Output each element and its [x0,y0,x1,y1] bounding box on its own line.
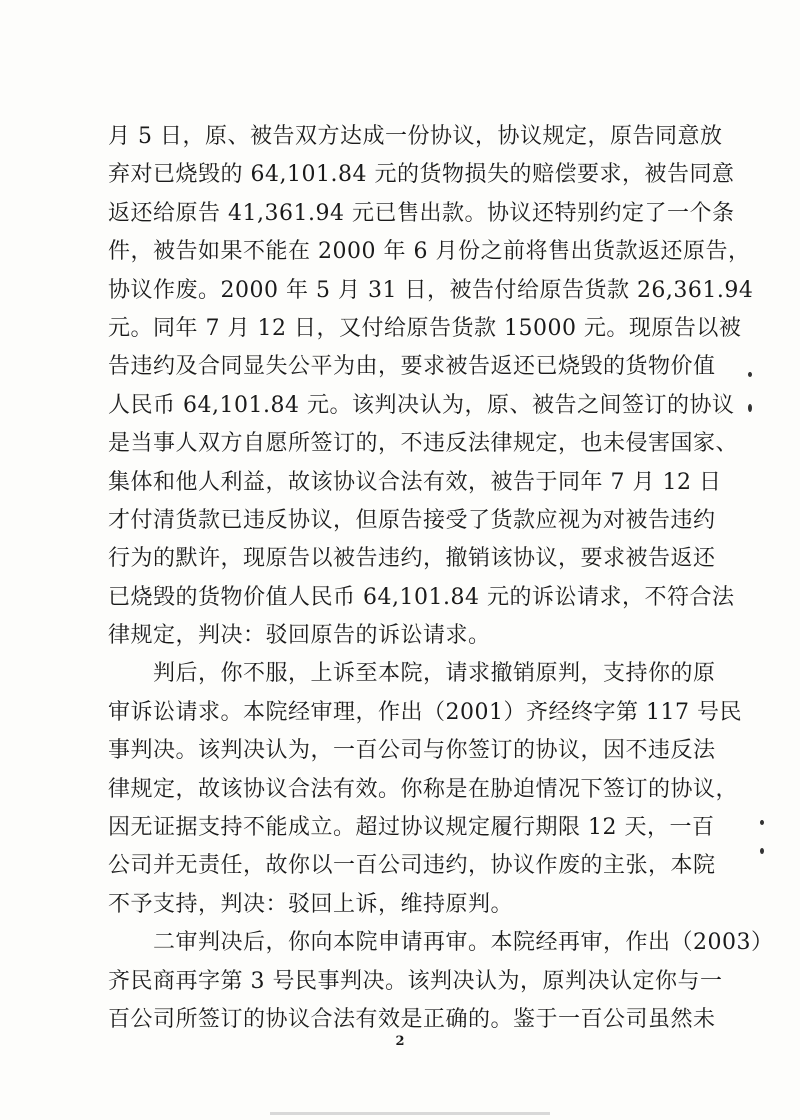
text-line: 审诉讼请求。本院经审理，作出（2001）齐经终字第 117 号民 [108,699,742,725]
text-line: 已烧毁的货物价值人民币 64,101.84 元的诉讼请求，不符合法 [108,584,735,610]
page-number: 2 [395,1034,405,1049]
text-line: 人民币 64,101.84 元。该判决认为，原、被告之间签订的协议 [108,392,735,418]
text-line: 事判决。该判决认为，一百公司与你签订的协议，因不违反法 [108,738,716,764]
text-line: 才付清货款已违反协议，但原告接受了货款应视为对被告违约 [108,507,716,533]
text-line: 告违约及合同显失公平为由，要求被告返还已烧毁的货物价值 [108,354,716,380]
text-line: 不予支持，判决：驳回上诉，维持原判。 [108,891,514,917]
text-line: 元。同年 7 月 12 日，又付给原告货款 15000 元。现原告以被 [108,315,742,341]
text-line: 行为的默许，现原告以被告违约，撤销该协议，要求被告返还 [108,546,716,572]
text-line: 返还给原告 41,361.94 元已售出款。协议还特别约定了一个条 [108,200,735,226]
scan-speck [748,404,752,412]
text-line: 二审判决后，你向本院申请再审。本院经再审，作出（2003） [108,930,774,956]
body-text [108,118,774,1039]
scan-edge [270,1112,550,1115]
text-line: 集体和他人利益，故该协议合法有效，被告于同年 7 月 12 日 [108,469,722,495]
scan-speck [760,848,764,854]
text-line: 是当事人双方自愿所签订的，不违反法律规定，也未侵害国家、 [108,431,739,457]
text-line: 月 5 日，原、被告双方达成一份协议，协议规定，原告同意放 [108,124,723,149]
text-line: 齐民商再字第 3 号民事判决。该判决认为，原判决认定你与一 [108,968,723,994]
scan-speck [760,820,764,825]
text-line: 弃对已烧毁的 64,101.84 元的货物损失的赔偿要求，被告同意 [108,162,735,188]
scan-speck [748,372,752,377]
text-line: 协议作废。2000 年 5 月 31 日，被告付给原告货款 26,361.94 [108,277,754,303]
text-line: 律规定，判决：驳回原告的诉讼请求。 [108,623,491,649]
text-line: 百公司所签订的协议合法有效是正确的。鉴于一百公司虽然未 [108,1006,716,1032]
text-line: 公司并无责任，故你以一百公司违约，协议作废的主张，本院 [108,853,716,879]
text-line: 判后，你不服，上诉至本院，请求撤销原判，支持你的原 [108,661,716,687]
text-line: 因无证据支持不能成立。超过协议规定履行期限 12 天，一百 [108,815,715,841]
text-line: 律规定，故该协议合法有效。你称是在胁迫情况下签订的协议， [108,776,739,802]
text-line: 件，被告如果不能在 2000 年 6 月份之前将售出货款返还原告， [108,239,751,265]
